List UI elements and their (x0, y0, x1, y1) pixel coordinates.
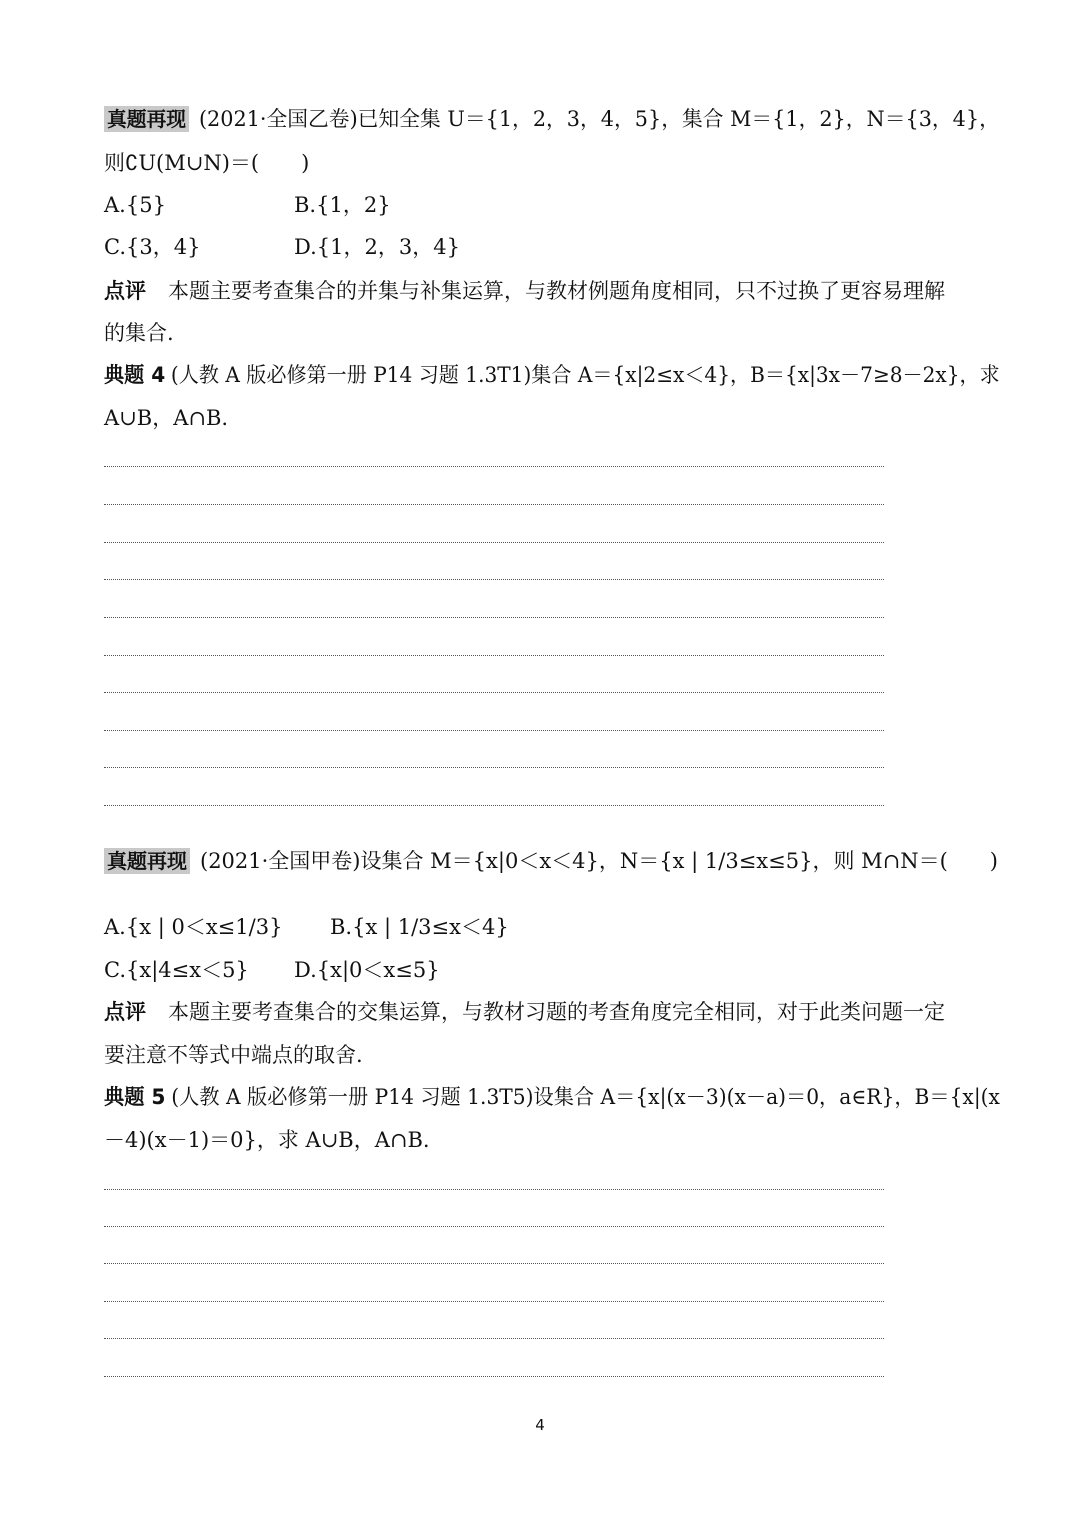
review2-text-1: 本题主要考查集合的交集运算，与教材习题的考查角度完全相同，对于此类问题一定 (168, 1000, 945, 1024)
q1-tag: 真题再现 (104, 106, 189, 132)
q2-option-a: A.{x | 0＜x≤1/3} (104, 915, 283, 939)
review2-line2: 要注意不等式中端点的取舍. (104, 1043, 363, 1067)
answer-line (104, 1189, 884, 1190)
q1-line1 (104, 104, 1000, 134)
review1-tag: 点评 (104, 279, 146, 303)
ex4-tag: 典题 4 (104, 363, 166, 387)
review2-line1 (104, 997, 945, 1027)
answer-line (104, 579, 884, 580)
answer-line (104, 466, 884, 467)
page-number: 4 (535, 1416, 545, 1434)
answer-line (104, 542, 884, 543)
answer-line (104, 730, 884, 731)
q2-option-c: C.{x|4≤x＜5} (104, 958, 249, 982)
answer-line (104, 504, 884, 505)
ex5-line2: －4)(x－1)＝0}，求 A∪B，A∩B. (104, 1128, 430, 1152)
answer-line (104, 767, 884, 768)
answer-line (104, 805, 884, 806)
answer-line (104, 617, 884, 618)
answer-line (104, 1263, 884, 1264)
q2-text-1: (2021·全国甲卷)设集合 M＝{x|0＜x＜4}，N＝{x | 1/3≤x≤5}，则 M∩N＝( ) (200, 849, 998, 873)
ex5-text-1: (人教 A 版必修第一册 P14 习题 1.3T5)设集合 A＝{x|(x－3)(x－a)＝0，a∈R}，B＝{x|(x (171, 1085, 1000, 1109)
ex4-line2: A∪B，A∩B. (104, 406, 229, 430)
q2-line1 (104, 846, 998, 876)
q1-text-1: (2021·全国乙卷)已知全集 U＝{1，2，3，4，5}，集合 M＝{1，2}，N＝{3，4}， (198, 107, 1000, 131)
ex4-line1 (104, 360, 1000, 390)
review2-tag: 点评 (104, 1000, 146, 1024)
q1-option-b: B.{1，2} (294, 193, 391, 217)
q1-option-a: A.{5} (104, 193, 166, 217)
answer-line (104, 655, 884, 656)
review1-line1 (104, 276, 945, 306)
answer-line (104, 1226, 884, 1227)
ex5-tag: 典题 5 (104, 1085, 166, 1109)
review1-line2: 的集合. (104, 321, 174, 345)
q1-option-c: C.{3，4} (104, 235, 201, 259)
answer-line (104, 1301, 884, 1302)
answer-line (104, 692, 884, 693)
answer-line (104, 1376, 884, 1377)
ex4-text-1: (人教 A 版必修第一册 P14 习题 1.3T1)集合 A＝{x|2≤x＜4}，B＝{x|3x－7≥8－2x}，求 (170, 363, 1000, 387)
review1-text-1: 本题主要考查集合的并集与补集运算，与教材例题角度相同，只不过换了更容易理解 (168, 279, 945, 303)
ex5-line1 (104, 1082, 1000, 1112)
answer-line (104, 1338, 884, 1339)
q2-option-d: D.{x|0＜x≤5} (294, 958, 440, 982)
q2-option-b: B.{x | 1/3≤x＜4} (330, 915, 509, 939)
q2-tag: 真题再现 (104, 848, 190, 874)
q1-line2: 则∁U(M∪N)＝( ) (104, 151, 310, 175)
q1-option-d: D.{1，2，3，4} (294, 235, 460, 259)
